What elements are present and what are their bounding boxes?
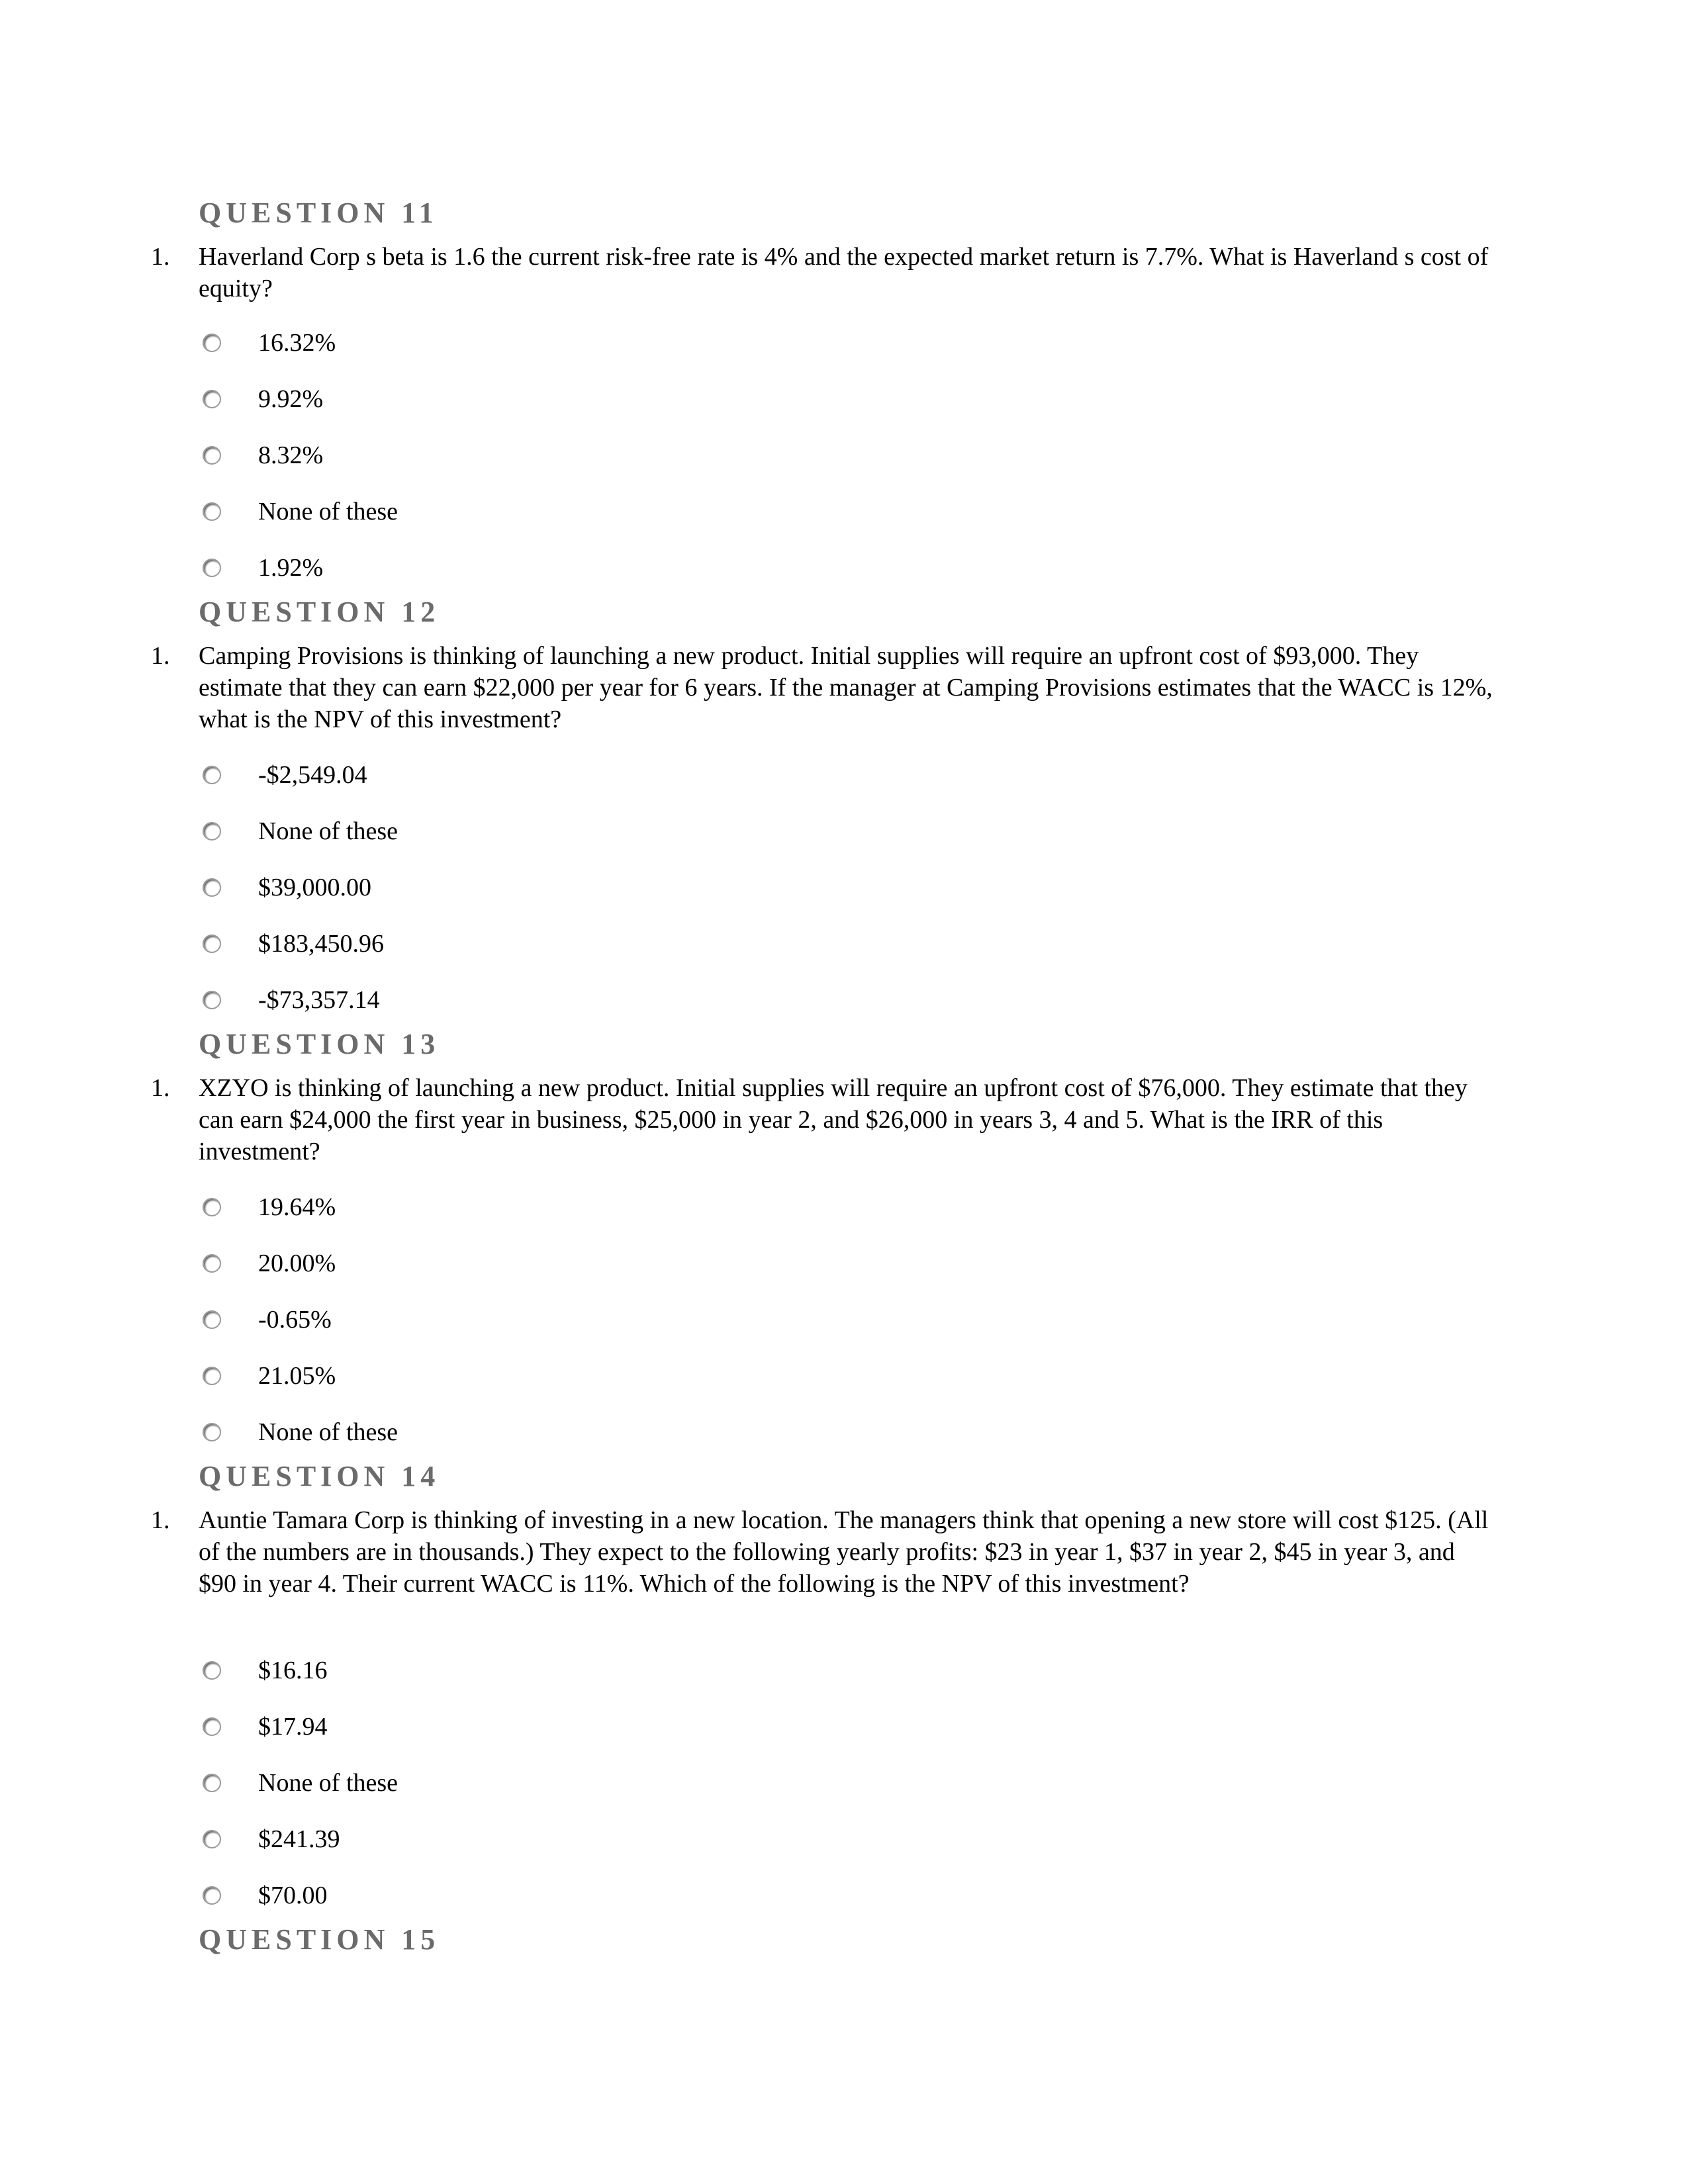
question-heading: QUESTION 11	[199, 197, 438, 229]
answer-option[interactable]	[199, 1302, 332, 1337]
question-number: 1.	[151, 1506, 170, 1534]
answer-option[interactable]	[199, 1415, 399, 1449]
answer-option-label: $241.39	[258, 1825, 340, 1853]
answer-option-label: 16.32%	[258, 329, 336, 357]
answer-option[interactable]	[199, 326, 336, 360]
answer-option[interactable]	[199, 494, 399, 529]
radio-button-icon[interactable]	[203, 1830, 221, 1848]
question-text: Auntie Tamara Corp is thinking of investing in a new location. The managers think that opening a new store will cost $125. (All of the numbers are in thousands.) They expect to the following yearly profits: $23 in year 1, $37 in year 2, $45 in year 3, and $90 in year 4. Their current WACC is 11%. Which of the following is the NPV of this investment?	[199, 1506, 1489, 1598]
question-heading: QUESTION 13	[199, 1028, 440, 1060]
answer-option-label: None of these	[258, 817, 399, 845]
radio-button-icon[interactable]	[203, 334, 221, 352]
answer-option[interactable]	[199, 927, 384, 961]
answer-option[interactable]	[199, 870, 371, 905]
answer-option-label: $39,000.00	[258, 874, 371, 901]
answer-option-label: None of these	[258, 498, 399, 525]
answer-option-label: None of these	[258, 1418, 399, 1446]
answer-option[interactable]	[199, 1822, 340, 1856]
answer-option[interactable]	[199, 1653, 328, 1688]
radio-button-icon[interactable]	[203, 1198, 221, 1216]
answer-option-label: 1.92%	[258, 554, 324, 582]
question-number: 1.	[151, 642, 170, 670]
answer-option[interactable]	[199, 1246, 336, 1281]
question-heading: QUESTION 15	[199, 1923, 440, 1956]
answer-option[interactable]	[199, 814, 399, 848]
radio-button-icon[interactable]	[203, 991, 221, 1009]
answer-option-label: $70.00	[258, 1882, 328, 1909]
answer-option[interactable]	[199, 382, 324, 416]
answer-option-label: 8.32%	[258, 441, 324, 469]
answer-option-label: 9.92%	[258, 385, 324, 413]
answer-option[interactable]	[199, 1878, 328, 1913]
radio-button-icon[interactable]	[203, 390, 221, 408]
radio-button-icon[interactable]	[203, 878, 221, 897]
radio-button-icon[interactable]	[203, 1254, 221, 1273]
radio-button-icon[interactable]	[203, 766, 221, 784]
answer-option-label: -0.65%	[258, 1306, 332, 1334]
answer-option[interactable]	[199, 551, 324, 585]
answer-option[interactable]	[199, 1709, 328, 1744]
radio-button-icon[interactable]	[203, 1886, 221, 1905]
answer-option-label: 19.64%	[258, 1193, 336, 1221]
answer-option[interactable]	[199, 983, 380, 1017]
answer-option[interactable]	[199, 1359, 336, 1393]
answer-option[interactable]	[199, 438, 324, 473]
answer-option[interactable]	[199, 758, 367, 792]
question-heading: QUESTION 14	[199, 1460, 440, 1492]
answer-option[interactable]	[199, 1766, 399, 1800]
question-number: 1.	[151, 243, 170, 271]
radio-button-icon[interactable]	[203, 446, 221, 465]
radio-button-icon[interactable]	[203, 502, 221, 521]
radio-button-icon[interactable]	[203, 559, 221, 577]
radio-button-icon[interactable]	[203, 1661, 221, 1680]
radio-button-icon[interactable]	[203, 1310, 221, 1329]
answer-option-label: -$73,357.14	[258, 986, 380, 1014]
question-number: 1.	[151, 1074, 170, 1102]
radio-button-icon[interactable]	[203, 1367, 221, 1385]
answer-option-label: None of these	[258, 1769, 399, 1797]
answer-option-label: $183,450.96	[258, 930, 384, 958]
answer-option-label: $16.16	[258, 1657, 328, 1684]
question-heading: QUESTION 12	[199, 596, 440, 628]
question-text: XZYO is thinking of launching a new product. Initial supplies will require an upfront cost of $76,000. They estimate that they can earn $24,000 the first year in business, $25,000 in year 2, and $26,000 in years 3, 4 and 5. What is the IRR of this investment?	[199, 1074, 1468, 1165]
answer-option-label: 20.00%	[258, 1250, 336, 1277]
radio-button-icon[interactable]	[203, 934, 221, 953]
radio-button-icon[interactable]	[203, 1774, 221, 1792]
answer-option[interactable]	[199, 1190, 336, 1224]
radio-button-icon[interactable]	[203, 822, 221, 841]
question-text: Camping Provisions is thinking of launching a new product. Initial supplies will require an upfront cost of $93,000. They estimate that they can earn $22,000 per year for 6 years. If the manager at Camping Provisions estimates that the WACC is 12%, what is the NPV of this investment?	[199, 642, 1493, 733]
answer-option-label: -$2,549.04	[258, 761, 367, 789]
answer-option-label: 21.05%	[258, 1362, 336, 1390]
question-text: Haverland Corp s beta is 1.6 the current risk-free rate is 4% and the expected market return is 7.7%. What is Haverland s cost of equity?	[199, 243, 1489, 302]
radio-button-icon[interactable]	[203, 1423, 221, 1441]
radio-button-icon[interactable]	[203, 1717, 221, 1736]
answer-option-label: $17.94	[258, 1713, 328, 1741]
